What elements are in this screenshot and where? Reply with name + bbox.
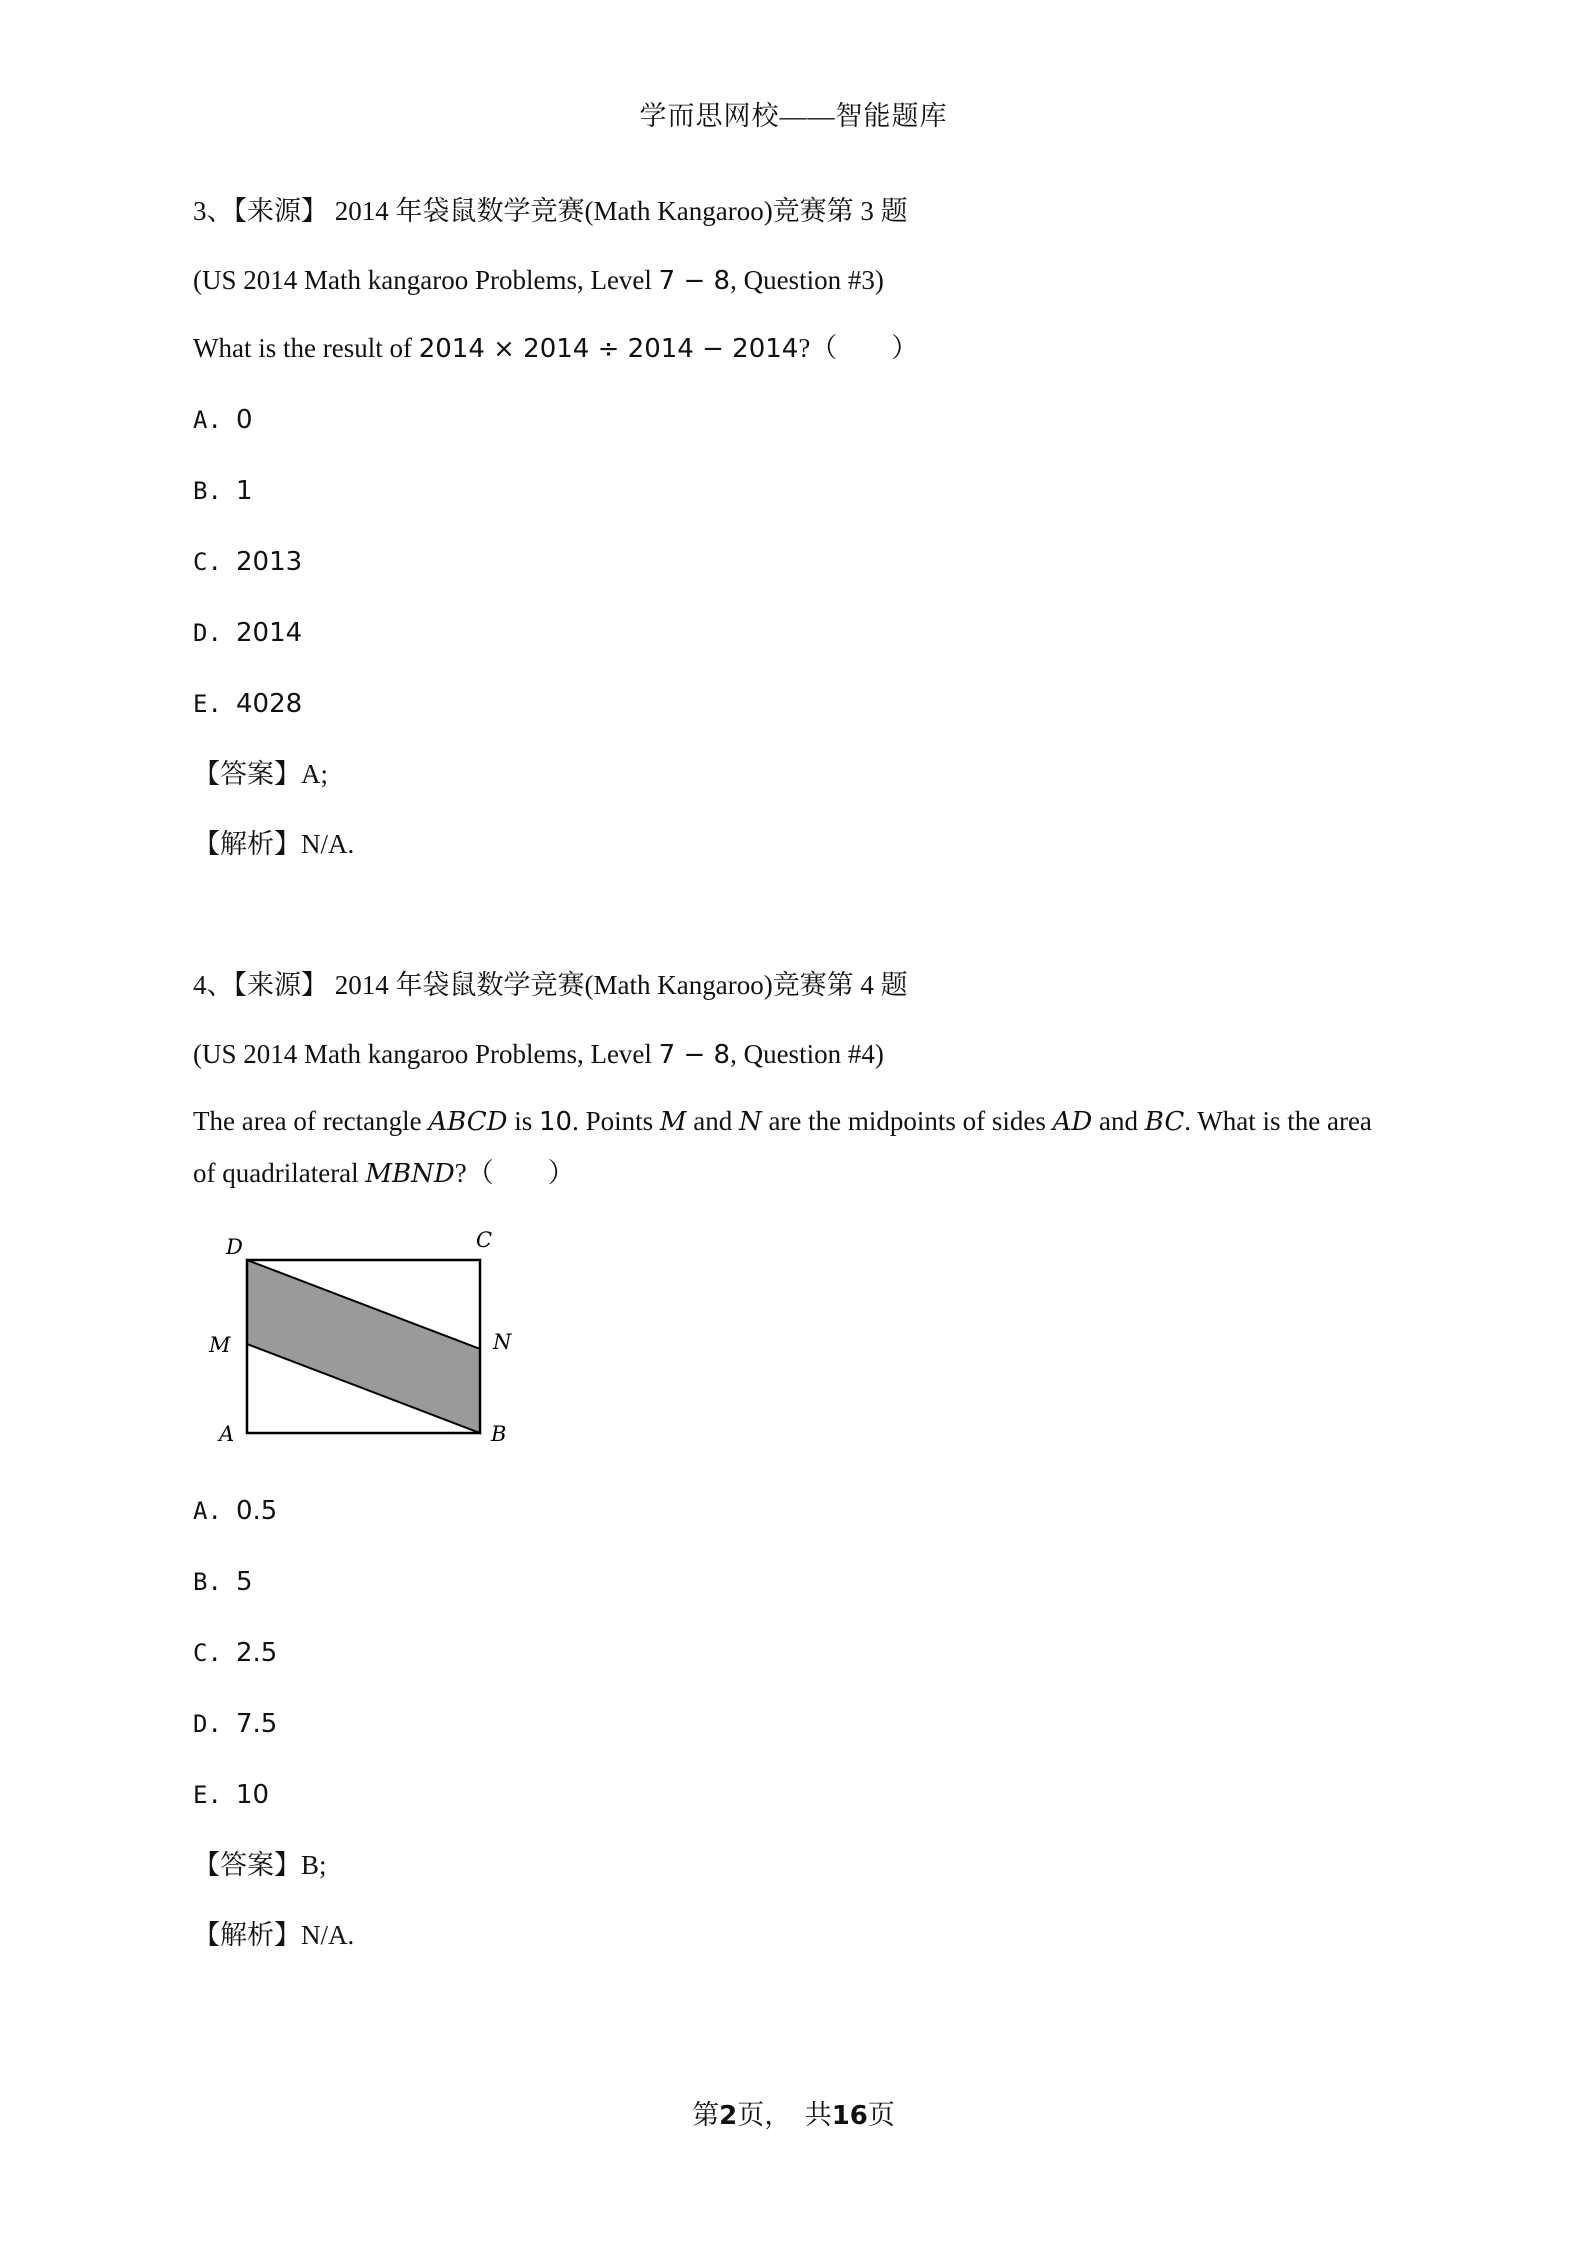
q4-analysis: 【解析】N/A. [193,1920,355,1950]
q3-answer: 【答案】A; [193,759,328,789]
label-c: C [476,1228,493,1252]
q4-option-b: B. 5 [193,1567,253,1597]
shaded-quadrilateral-mbnd [247,1260,480,1433]
q3-level: 7 − 8 [658,266,731,296]
q4-subtitle: (US 2014 Math kangaroo Problems, Level 7 − 8, Question #4) [193,1039,884,1070]
q3-analysis: 【解析】N/A. [193,829,355,859]
page-header: 学而思网校——智能题库 [639,101,948,131]
q3-option-a: A. 0 [193,405,253,435]
q4-level: 7 − 8 [658,1040,731,1070]
current-page: 2 [719,2101,738,2131]
q3-subtitle: (US 2014 Math kangaroo Problems, Level 7 − 8, Question #3) [193,265,884,296]
label-d: D [226,1235,243,1259]
q3-option-b: B. 1 [193,476,253,506]
label-m: M [209,1333,231,1357]
q4-question-line1: The area of rectangle ABCD is 10. Points M and N are the midpoints of sides AD and BC. What is the area [193,1106,1372,1137]
q3-source: 3、【来源】 2014 年袋鼠数学竞赛(Math Kangaroo)竞赛第 3 题 [193,196,908,226]
q4-question-line2: of quadrilateral MBND?（ ） [193,1158,575,1189]
q4-answer: 【答案】B; [193,1850,327,1880]
page-footer: 第2页， 共16页 [692,2100,895,2131]
q4-option-c: C. 2.5 [193,1638,278,1668]
q3-option-e: E. 4028 [193,689,303,719]
label-n: N [493,1330,512,1354]
q4-option-e: E. 10 [193,1780,270,1810]
total-pages: 16 [831,2101,868,2131]
q3-option-c: C. 2013 [193,547,303,577]
rectangle-figure [193,1228,533,1468]
q4-option-d: D. 7.5 [193,1709,278,1739]
label-a: A [219,1422,235,1446]
q3-expression: 2014 × 2014 ÷ 2014 − 2014 [418,334,799,364]
q4-option-a: A. 0.5 [193,1496,278,1526]
q3-question: What is the result of 2014 × 2014 ÷ 2014 − 2014?（ ） [193,333,919,364]
q4-source: 4、【来源】 2014 年袋鼠数学竞赛(Math Kangaroo)竞赛第 4 题 [193,970,908,1000]
q3-option-d: D. 2014 [193,618,303,648]
label-b: B [491,1422,507,1446]
